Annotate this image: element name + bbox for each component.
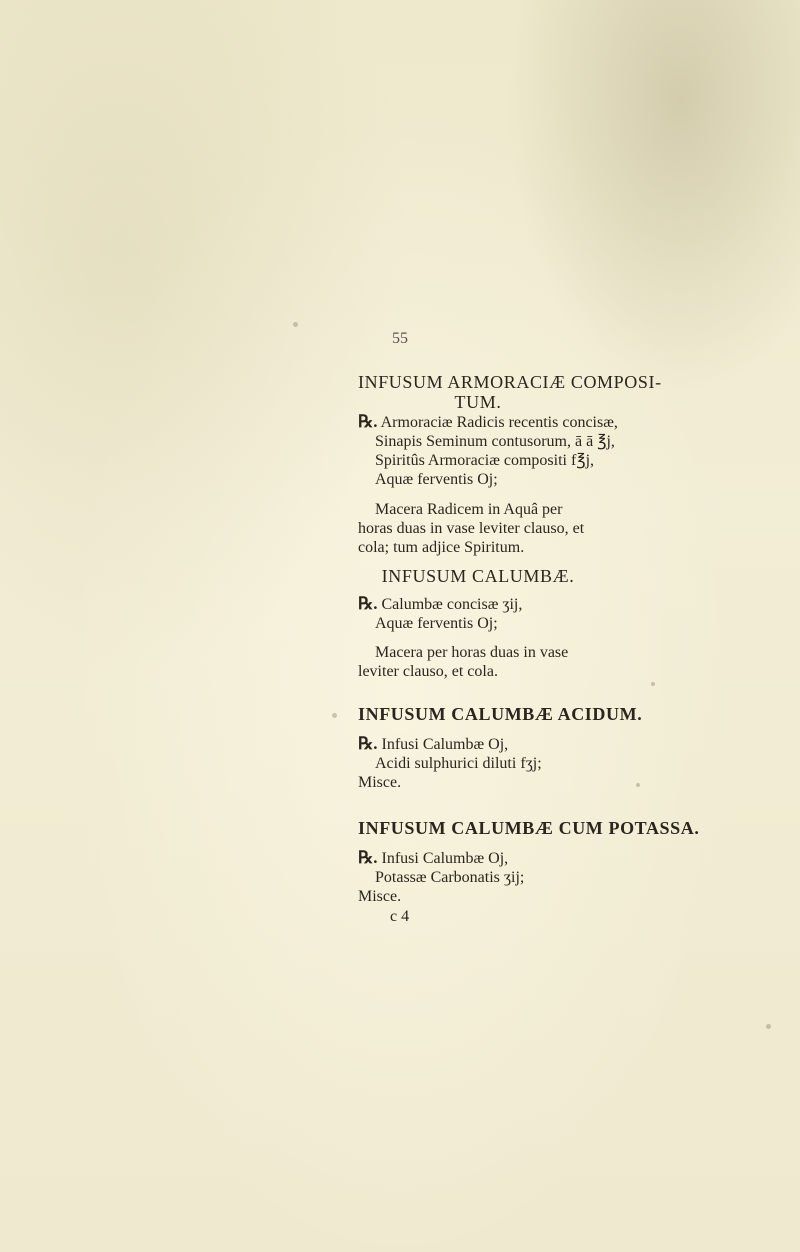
recipe-symbol: ℞. xyxy=(358,734,378,753)
ingredient-text: Infusi Calumbæ Oj, xyxy=(381,850,509,867)
ingredient-text: Armoraciæ Radicis recentis concisæ, xyxy=(380,414,618,431)
recipe-title: INFUSUM CALUMBÆ CUM POTASSA. xyxy=(358,818,700,838)
directions-paragraph: Macera per horas duas in vase leviter clauso, et cola. xyxy=(358,644,569,680)
recipe-title: INFUSUM ARMORACIÆ COMPOSI- xyxy=(358,372,662,392)
recipe-infusum-calumbae xyxy=(358,566,598,681)
recipe-title: INFUSUM CALUMBÆ. xyxy=(381,566,575,586)
ingredient-line: Aquæ ferventis Oj; xyxy=(375,615,498,632)
ingredient-line xyxy=(358,412,618,432)
paper-speck xyxy=(636,783,640,787)
ingredient-line: Acidi sulphurici diluti fʒj; xyxy=(375,755,542,772)
paper-speck xyxy=(293,322,298,327)
paper-speck xyxy=(651,682,655,686)
ingredient-text: Infusi Calumbæ Oj, xyxy=(381,736,509,753)
recipe-title-continued: TUM. xyxy=(454,392,502,412)
ingredient-line: Misce. xyxy=(358,888,402,905)
ingredient-line: Misce. xyxy=(358,774,402,791)
ingredient-line: Aquæ ferventis Oj; xyxy=(375,471,498,488)
recipe-infusum-calumbae-cum-potassa xyxy=(358,818,700,906)
directions-paragraph: Macera Radicem in Aquâ per horas duas in vase leviter clauso, et cola; tum adjice Spiritum. xyxy=(358,501,585,556)
recipe-symbol: ℞. xyxy=(358,412,378,431)
signature-mark: c 4 xyxy=(390,908,410,925)
ingredient-line xyxy=(358,848,598,868)
recipe-title: INFUSUM CALUMBÆ ACIDUM. xyxy=(358,704,643,724)
page-number: 55 xyxy=(392,330,408,347)
recipe-symbol: ℞. xyxy=(358,848,378,867)
ingredient-line: Spiritûs Armoraciæ compositi f℥j, xyxy=(375,452,595,469)
ingredient-line xyxy=(358,734,598,754)
recipe-infusum-armoraciae xyxy=(358,372,662,557)
recipe-infusum-calumbae-acidum xyxy=(358,704,643,792)
ingredient-line: Potassæ Carbonatis ʒij; xyxy=(375,869,525,886)
ingredient-line: Sinapis Seminum contusorum, ā ā ℥j, xyxy=(375,433,615,450)
paper-speck xyxy=(766,1024,771,1029)
ingredient-line xyxy=(358,594,598,614)
recipe-symbol: ℞. xyxy=(358,594,378,613)
paper-speck xyxy=(332,713,337,718)
ingredient-text: Calumbæ concisæ ʒij, xyxy=(381,596,523,613)
